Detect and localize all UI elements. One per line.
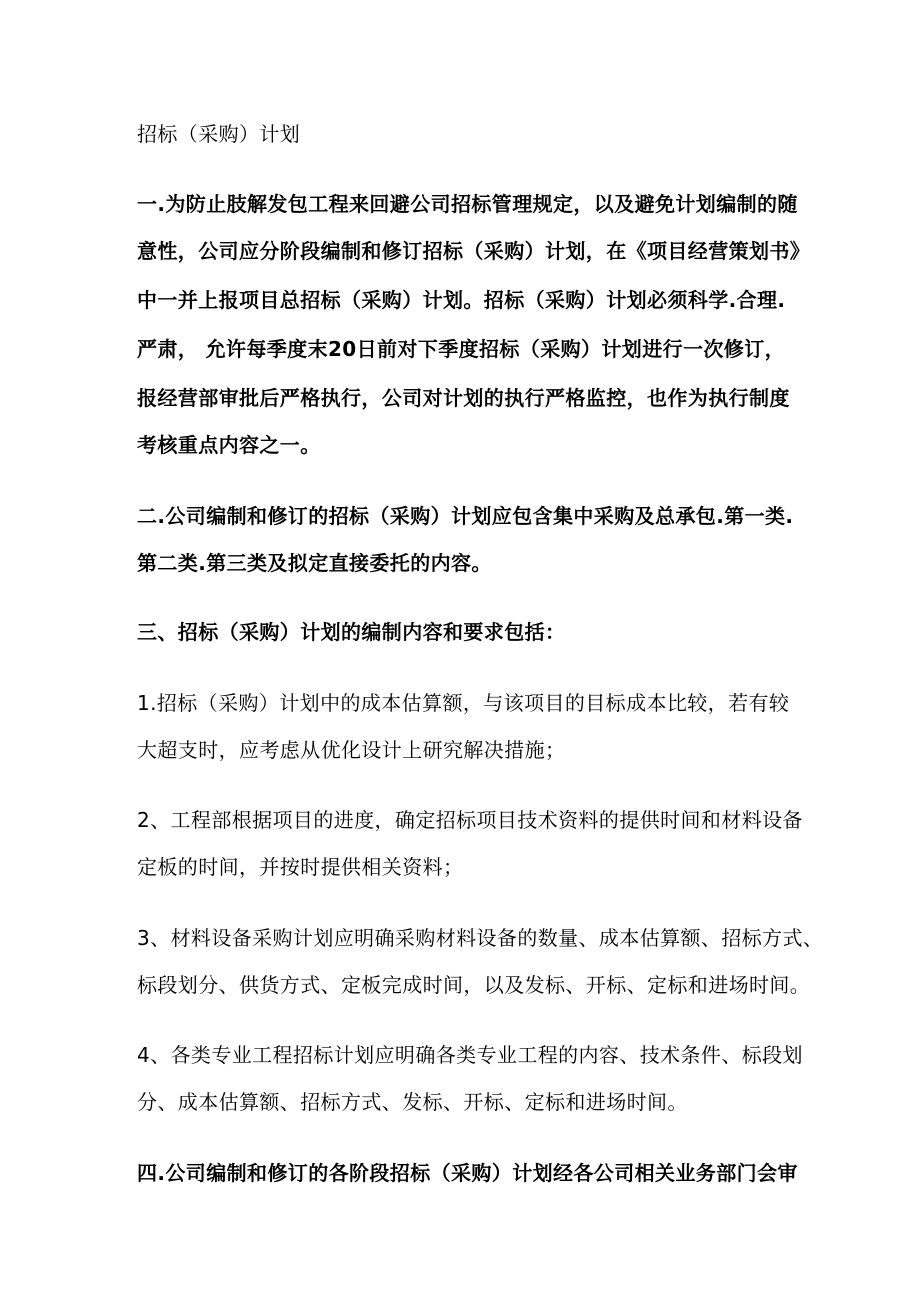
section-1-line-3: 中一并上报项目总招标（采购）计划。招标（采购）计划必须科学.合理. bbox=[137, 288, 786, 312]
item-4-line-1: 4、各类专业工程招标计划应明确各类专业工程的内容、技术条件、标段划 bbox=[137, 1043, 803, 1067]
section-2-line-2: 第二类.第三类及拟定直接委托的内容。 bbox=[137, 551, 492, 575]
section-1-line-6: 考核重点内容之一。 bbox=[137, 433, 321, 457]
section-1-line-2: 意性，公司应分阶段编制和修订招标（采购）计划，在《项目经营策划书》 bbox=[137, 239, 811, 263]
item-2-line-1: 2、工程部根据项目的进度，确定招标项目技术资料的提供时间和材料设备 bbox=[137, 808, 803, 832]
section-3-line-1: 三、招标（采购）计划的编制内容和要求包括： bbox=[137, 620, 566, 644]
item-3-line-1: 3、材料设备采购计划应明确采购材料设备的数量、成本估算额、招标方式、 bbox=[137, 926, 824, 950]
section-1-line-1: 一.为防止肢解发包工程来回避公司招标管理规定，以及避免计划编制的随 bbox=[137, 192, 798, 216]
item-4-line-2: 分、成本估算额、招标方式、发标、开标、定标和进场时间。 bbox=[137, 1090, 688, 1114]
section-4-line-1: 四.公司编制和修订的各阶段招标（采购）计划经各公司相关业务部门会审 bbox=[137, 1161, 798, 1185]
item-2-line-2: 定板的时间，并按时提供相关资料； bbox=[137, 855, 464, 879]
item-1-line-1: 1.招标（采购）计划中的成本估算额，与该项目的目标成本比较，若有较 bbox=[137, 691, 790, 715]
document-title: 招标（采购）计划 bbox=[137, 122, 301, 146]
section-1-line-4: 严肃， 允许每季度末20日前对下季度招标（采购）计划进行一次修订， bbox=[137, 337, 785, 361]
section-1-line-5: 报经营部审批后严格执行，公司对计划的执行严格监控，也作为执行制度 bbox=[137, 386, 790, 410]
section-2-line-1: 二.公司编制和修订的招标（采购）计划应包含集中采购及总承包.第一类. bbox=[137, 504, 794, 528]
item-3-line-2: 标段划分、供货方式、定板完成时间，以及发标、开标、定标和进场时间。 bbox=[137, 973, 811, 997]
item-1-line-2: 大超支时，应考虑从优化设计上研究解决措施； bbox=[137, 738, 566, 762]
